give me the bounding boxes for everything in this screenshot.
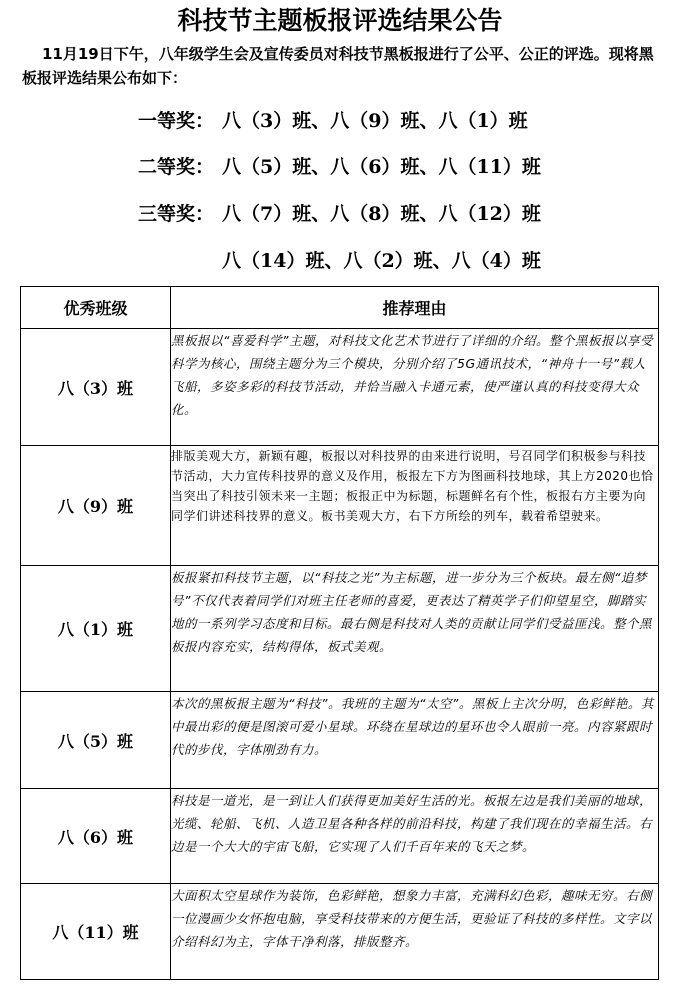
class-cell: 八（3）班 bbox=[21, 329, 171, 446]
page-title: 科技节主题板报评选结果公告 bbox=[177, 6, 503, 35]
recommendation-table bbox=[20, 286, 659, 980]
award-classes: 八（3）班、八（9）班、八（1）班 bbox=[222, 110, 528, 132]
award-classes: 八（5）班、八（6）班、八（11）班 bbox=[222, 156, 541, 178]
header-reason: 推荐理由 bbox=[171, 287, 659, 329]
class-cell: 八（11）班 bbox=[21, 884, 171, 980]
award-classes: 八（7）班、八（8）班、八（12）班 bbox=[222, 203, 541, 225]
reason-cell bbox=[171, 329, 659, 446]
reason-cell bbox=[171, 884, 659, 980]
reason-text: 科技是一道光，是一到让人们获得更加美好生活的光。板报左边是我们美丽的地球，光缆、轮船、飞机、人造卫星各种各样的前沿科技，构建了我们现在的幸福生活。右边是一个大大的宇宙飞船，它实现了人们千百年来的飞天之梦。 bbox=[171, 793, 653, 854]
table-row bbox=[21, 446, 659, 566]
class-cell: 八（9）班 bbox=[21, 446, 171, 566]
award-classes: 八（14）班、八（2）班、八（4）班 bbox=[222, 250, 541, 272]
award-label: 一等奖： bbox=[138, 110, 215, 132]
reason-cell bbox=[171, 446, 659, 566]
reason-text: 板报紧扣科技节主题，以“科技之光”为主标题，进一步分为三个板块。最左侧“追梦号”不仅代表着同学们对班主任老师的喜爱，更表达了精英学子们仰望星空，脚踏实地的一系列学习态度和目标。最右侧是科技对人类的贡献让同学们受益匪浅。整个黑板报内容充实，结构得体，板式美观。 bbox=[171, 570, 653, 654]
table-row bbox=[21, 884, 659, 980]
award-label: 二等奖： bbox=[138, 156, 215, 178]
table-header-row bbox=[21, 287, 659, 329]
reason-text: 排版美观大方，新颖有趣，板报以对科技界的由来进行说明，号召同学们积极参与科技节活动，大力宣传科技界的意义及作用，板报左下方为图画科技地球，其上方2020也恰当突出了科技引领未来一主题；板报正中为标题，标题鲜名有个性，板报右方主要为向同学们讲述科技界的意义。板书美观大方，右下方所绘的列车，载着希望驶来。 bbox=[171, 449, 654, 523]
reason-text: 本次的黑板报主题为“科技”。我班的主题为“太空”。黑板上主次分明，色彩鲜艳。其中最出彩的便是图滚可爱小星球。环绕在星球边的星环也令人眼前一亮。内容紧跟时代的步伐，字体刚劲有力。 bbox=[171, 696, 654, 757]
reason-cell bbox=[171, 692, 659, 789]
class-cell: 八（5）班 bbox=[21, 692, 171, 789]
reason-cell bbox=[171, 566, 659, 692]
intro-paragraph: 11月19日下午，八年级学生会及宣传委员对科技节黑板报进行了公平、公正的评选。现将黑板报评选结果公布如下： bbox=[22, 45, 654, 87]
award-label: 三等奖： bbox=[138, 203, 215, 225]
reason-text: 大面积太空星球作为装饰，色彩鲜艳，想象力丰富，充满科幻色彩，趣味无穷。右侧一位漫画少女怀抱电脑，享受科技带来的方便生活，更验证了科技的多样性。文字以介绍科幻为主，字体干净利落，排版整齐。 bbox=[171, 888, 653, 949]
reason-cell bbox=[171, 789, 659, 884]
class-cell: 八（1）班 bbox=[21, 566, 171, 692]
table-row bbox=[21, 329, 659, 446]
header-class: 优秀班级 bbox=[21, 287, 171, 329]
table-row bbox=[21, 566, 659, 692]
table-row bbox=[21, 692, 659, 789]
table-row bbox=[21, 789, 659, 884]
reason-text: 黑板报以“喜爱科学”主题，对科技文化艺术节进行了详细的介绍。整个黑板报以享受科学为核心，围绕主题分为三个模块，分别介绍了5G通讯技术，“神舟十一号”载人飞船，多姿多彩的科技节活动，并恰当融入卡通元素，使严谨认真的科技变得大众化。 bbox=[171, 333, 653, 417]
class-cell: 八（6）班 bbox=[21, 789, 171, 884]
